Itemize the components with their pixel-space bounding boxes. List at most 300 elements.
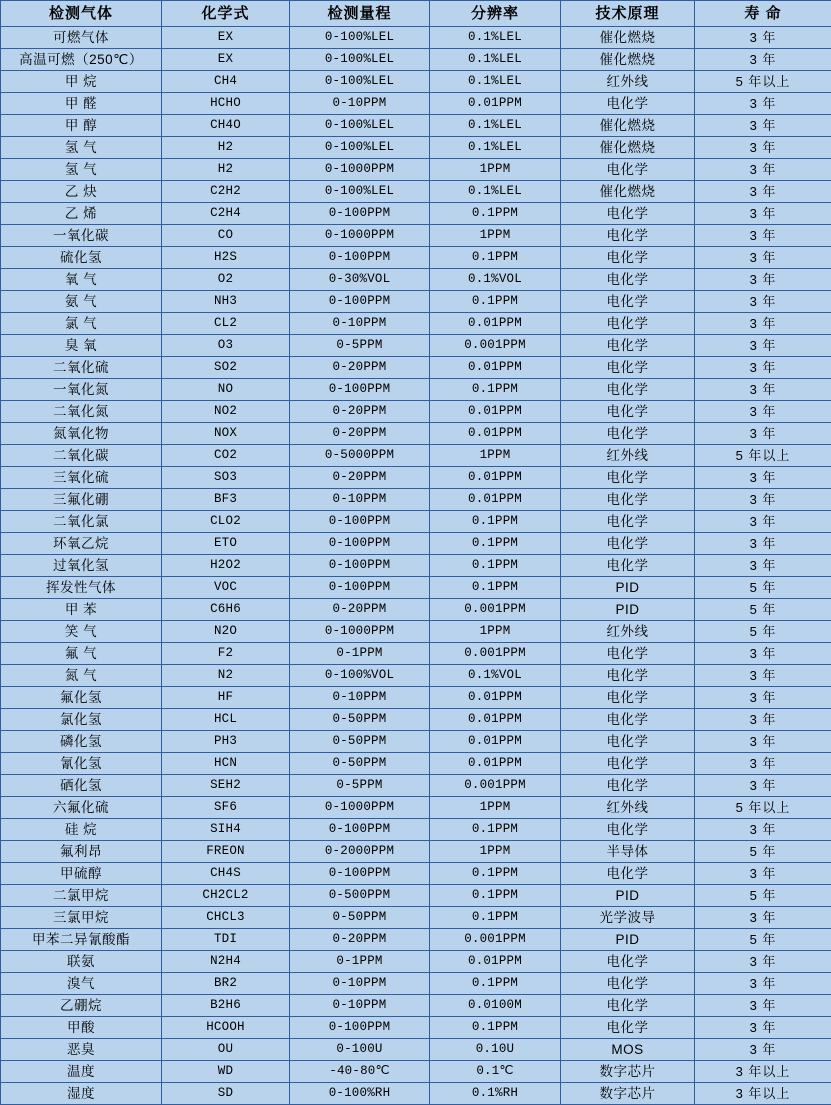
- cell-resolution: 1PPM: [430, 621, 561, 643]
- cell-gas: 溴气: [1, 973, 162, 995]
- cell-lifetime: 3 年: [695, 643, 831, 665]
- cell-lifetime: 3 年: [695, 159, 831, 181]
- table-row: [1, 445, 831, 467]
- cell-formula: SEH2: [162, 775, 290, 797]
- cell-range: 0-100PPM: [290, 819, 430, 841]
- cell-range: 0-100%LEL: [290, 49, 430, 71]
- cell-formula: EX: [162, 27, 290, 49]
- cell-range: 0-50PPM: [290, 753, 430, 775]
- cell-range: 0-5000PPM: [290, 445, 430, 467]
- cell-formula: SIH4: [162, 819, 290, 841]
- cell-principle: 电化学: [561, 489, 695, 511]
- cell-resolution: 0.1PPM: [430, 863, 561, 885]
- table-row: [1, 269, 831, 291]
- table-row: [1, 159, 831, 181]
- cell-range: 0-100%LEL: [290, 27, 430, 49]
- cell-lifetime: 3 年: [695, 863, 831, 885]
- cell-formula: CH4: [162, 71, 290, 93]
- cell-lifetime: 3 年: [695, 115, 831, 137]
- table-row: [1, 797, 831, 819]
- cell-formula: NOX: [162, 423, 290, 445]
- cell-lifetime: 3 年: [695, 907, 831, 929]
- cell-lifetime: 3 年: [695, 1039, 831, 1061]
- cell-principle: 光学波导: [561, 907, 695, 929]
- cell-range: 0-100%RH: [290, 1083, 430, 1105]
- table-row: [1, 467, 831, 489]
- cell-formula: C6H6: [162, 599, 290, 621]
- cell-principle: PID: [561, 929, 695, 951]
- cell-principle: 红外线: [561, 621, 695, 643]
- cell-gas: 氢 气: [1, 159, 162, 181]
- cell-gas: 乙 烯: [1, 203, 162, 225]
- cell-principle: 电化学: [561, 555, 695, 577]
- cell-principle: 半导体: [561, 841, 695, 863]
- cell-resolution: 1PPM: [430, 159, 561, 181]
- cell-resolution: 0.01PPM: [430, 313, 561, 335]
- cell-principle: 电化学: [561, 93, 695, 115]
- cell-gas: 氨 气: [1, 291, 162, 313]
- cell-principle: 数字芯片: [561, 1061, 695, 1083]
- cell-lifetime: 3 年: [695, 225, 831, 247]
- cell-resolution: 1PPM: [430, 841, 561, 863]
- cell-lifetime: 3 年: [695, 511, 831, 533]
- cell-range: 0-50PPM: [290, 907, 430, 929]
- cell-range: 0-1000PPM: [290, 159, 430, 181]
- cell-principle: PID: [561, 885, 695, 907]
- cell-range: 0-20PPM: [290, 423, 430, 445]
- cell-formula: BF3: [162, 489, 290, 511]
- cell-formula: CO: [162, 225, 290, 247]
- table-row: [1, 995, 831, 1017]
- cell-gas: 氢 气: [1, 137, 162, 159]
- cell-principle: 电化学: [561, 401, 695, 423]
- cell-formula: HCOOH: [162, 1017, 290, 1039]
- cell-formula: N2O: [162, 621, 290, 643]
- cell-formula: NO2: [162, 401, 290, 423]
- cell-lifetime: 5 年: [695, 885, 831, 907]
- cell-formula: C2H4: [162, 203, 290, 225]
- cell-formula: H2O2: [162, 555, 290, 577]
- cell-gas: 磷化氢: [1, 731, 162, 753]
- cell-principle: 催化燃烧: [561, 115, 695, 137]
- cell-gas: 湿度: [1, 1083, 162, 1105]
- cell-resolution: 0.1PPM: [430, 511, 561, 533]
- cell-gas: 二氧化氮: [1, 401, 162, 423]
- cell-range: 0-100PPM: [290, 555, 430, 577]
- cell-lifetime: 3 年: [695, 731, 831, 753]
- cell-formula: BR2: [162, 973, 290, 995]
- table-row: [1, 511, 831, 533]
- cell-gas: 氟化氢: [1, 687, 162, 709]
- cell-formula: CH4O: [162, 115, 290, 137]
- cell-gas: 联氨: [1, 951, 162, 973]
- cell-resolution: 0.1PPM: [430, 885, 561, 907]
- cell-formula: N2H4: [162, 951, 290, 973]
- table-row: [1, 137, 831, 159]
- cell-gas: 一氧化碳: [1, 225, 162, 247]
- cell-resolution: 0.01PPM: [430, 357, 561, 379]
- cell-range: 0-1000PPM: [290, 797, 430, 819]
- cell-gas: 氰化氢: [1, 753, 162, 775]
- cell-range: 0-100%LEL: [290, 137, 430, 159]
- cell-resolution: 0.1PPM: [430, 533, 561, 555]
- cell-principle: 电化学: [561, 511, 695, 533]
- cell-resolution: 0.1%VOL: [430, 665, 561, 687]
- cell-gas: 二氧化碳: [1, 445, 162, 467]
- cell-range: 0-5PPM: [290, 775, 430, 797]
- cell-lifetime: 3 年: [695, 247, 831, 269]
- cell-gas: 挥发性气体: [1, 577, 162, 599]
- table-row: [1, 335, 831, 357]
- cell-resolution: 0.001PPM: [430, 599, 561, 621]
- cell-range: 0-100%LEL: [290, 71, 430, 93]
- cell-resolution: 0.1PPM: [430, 203, 561, 225]
- cell-principle: 电化学: [561, 665, 695, 687]
- cell-range: 0-10PPM: [290, 973, 430, 995]
- cell-principle: 电化学: [561, 731, 695, 753]
- cell-principle: 电化学: [561, 775, 695, 797]
- cell-principle: 红外线: [561, 445, 695, 467]
- cell-formula: B2H6: [162, 995, 290, 1017]
- table-row: [1, 775, 831, 797]
- cell-formula: PH3: [162, 731, 290, 753]
- cell-gas: 三氯甲烷: [1, 907, 162, 929]
- cell-gas: 三氟化硼: [1, 489, 162, 511]
- column-header-gas: 检测气体: [1, 1, 162, 27]
- cell-resolution: 1PPM: [430, 225, 561, 247]
- cell-formula: TDI: [162, 929, 290, 951]
- cell-range: 0-100PPM: [290, 203, 430, 225]
- cell-principle: 电化学: [561, 313, 695, 335]
- cell-principle: 电化学: [561, 819, 695, 841]
- table-body: [1, 27, 831, 1105]
- cell-resolution: 0.1%LEL: [430, 49, 561, 71]
- cell-range: 0-100PPM: [290, 247, 430, 269]
- cell-formula: H2: [162, 137, 290, 159]
- cell-gas: 甲酸: [1, 1017, 162, 1039]
- cell-range: 0-100PPM: [290, 533, 430, 555]
- cell-resolution: 0.001PPM: [430, 643, 561, 665]
- cell-formula: N2: [162, 665, 290, 687]
- cell-resolution: 0.1PPM: [430, 291, 561, 313]
- cell-formula: SO2: [162, 357, 290, 379]
- cell-principle: 数字芯片: [561, 1083, 695, 1105]
- cell-range: 0-100PPM: [290, 511, 430, 533]
- cell-lifetime: 3 年: [695, 687, 831, 709]
- cell-resolution: 0.1%VOL: [430, 269, 561, 291]
- cell-gas: 笑 气: [1, 621, 162, 643]
- table-row: [1, 951, 831, 973]
- cell-principle: 催化燃烧: [561, 49, 695, 71]
- cell-range: 0-30%VOL: [290, 269, 430, 291]
- cell-lifetime: 3 年: [695, 181, 831, 203]
- cell-gas: 甲苯二异氰酸酯: [1, 929, 162, 951]
- cell-range: 0-10PPM: [290, 995, 430, 1017]
- cell-resolution: 0.01PPM: [430, 687, 561, 709]
- cell-principle: 电化学: [561, 467, 695, 489]
- cell-principle: 红外线: [561, 797, 695, 819]
- table-row: [1, 841, 831, 863]
- table-row: [1, 599, 831, 621]
- cell-principle: 电化学: [561, 247, 695, 269]
- cell-formula: HCL: [162, 709, 290, 731]
- table-row: [1, 577, 831, 599]
- cell-range: 0-10PPM: [290, 489, 430, 511]
- cell-gas: 硒化氢: [1, 775, 162, 797]
- table-row: [1, 401, 831, 423]
- cell-resolution: 0.01PPM: [430, 423, 561, 445]
- cell-range: 0-100PPM: [290, 577, 430, 599]
- cell-lifetime: 3 年: [695, 775, 831, 797]
- table-row: [1, 225, 831, 247]
- cell-formula: HF: [162, 687, 290, 709]
- cell-resolution: 0.0100M: [430, 995, 561, 1017]
- cell-resolution: 0.01PPM: [430, 489, 561, 511]
- cell-range: 0-1000PPM: [290, 225, 430, 247]
- cell-principle: 催化燃烧: [561, 27, 695, 49]
- cell-gas: 可燃气体: [1, 27, 162, 49]
- cell-principle: 电化学: [561, 863, 695, 885]
- cell-principle: 电化学: [561, 159, 695, 181]
- cell-gas: 二氯甲烷: [1, 885, 162, 907]
- cell-gas: 甲 醇: [1, 115, 162, 137]
- table-row: [1, 203, 831, 225]
- table-row: [1, 71, 831, 93]
- cell-lifetime: 3 年: [695, 291, 831, 313]
- cell-principle: 电化学: [561, 357, 695, 379]
- cell-principle: 电化学: [561, 973, 695, 995]
- cell-lifetime: 3 年以上: [695, 1061, 831, 1083]
- cell-gas: 乙 炔: [1, 181, 162, 203]
- cell-range: 0-500PPM: [290, 885, 430, 907]
- cell-principle: 催化燃烧: [561, 181, 695, 203]
- cell-range: 0-2000PPM: [290, 841, 430, 863]
- cell-formula: CL2: [162, 313, 290, 335]
- cell-gas: 氯化氢: [1, 709, 162, 731]
- cell-resolution: 0.01PPM: [430, 467, 561, 489]
- cell-formula: SD: [162, 1083, 290, 1105]
- cell-range: 0-50PPM: [290, 709, 430, 731]
- cell-resolution: 0.1%LEL: [430, 137, 561, 159]
- cell-lifetime: 5 年以上: [695, 71, 831, 93]
- table-row: [1, 1017, 831, 1039]
- cell-range: 0-20PPM: [290, 357, 430, 379]
- cell-formula: H2S: [162, 247, 290, 269]
- table-row: [1, 291, 831, 313]
- table-row: [1, 819, 831, 841]
- cell-lifetime: 3 年: [695, 401, 831, 423]
- table-row: [1, 247, 831, 269]
- cell-formula: EX: [162, 49, 290, 71]
- table-row: [1, 621, 831, 643]
- table-row: [1, 379, 831, 401]
- cell-lifetime: 5 年: [695, 577, 831, 599]
- cell-resolution: 0.01PPM: [430, 951, 561, 973]
- cell-gas: 氮 气: [1, 665, 162, 687]
- cell-formula: CH4S: [162, 863, 290, 885]
- cell-range: 0-100%VOL: [290, 665, 430, 687]
- cell-formula: VOC: [162, 577, 290, 599]
- cell-lifetime: 3 年: [695, 951, 831, 973]
- cell-resolution: 0.1%LEL: [430, 71, 561, 93]
- column-header-range: 检测量程: [290, 1, 430, 27]
- cell-principle: 电化学: [561, 225, 695, 247]
- cell-lifetime: 5 年以上: [695, 445, 831, 467]
- cell-resolution: 0.01PPM: [430, 709, 561, 731]
- table-row: [1, 423, 831, 445]
- cell-resolution: 0.1℃: [430, 1061, 561, 1083]
- cell-gas: 臭 氧: [1, 335, 162, 357]
- cell-principle: 电化学: [561, 643, 695, 665]
- cell-gas: 氟 气: [1, 643, 162, 665]
- cell-resolution: 0.1PPM: [430, 555, 561, 577]
- cell-gas: 甲 烷: [1, 71, 162, 93]
- cell-range: 0-100PPM: [290, 379, 430, 401]
- table-row: [1, 731, 831, 753]
- cell-lifetime: 3 年: [695, 533, 831, 555]
- cell-principle: 电化学: [561, 379, 695, 401]
- cell-resolution: 0.10U: [430, 1039, 561, 1061]
- cell-resolution: 0.01PPM: [430, 93, 561, 115]
- cell-gas: 二氧化硫: [1, 357, 162, 379]
- cell-resolution: 0.1PPM: [430, 577, 561, 599]
- cell-range: 0-100%LEL: [290, 181, 430, 203]
- cell-gas: 硫化氢: [1, 247, 162, 269]
- cell-formula: HCN: [162, 753, 290, 775]
- cell-range: -40-80℃: [290, 1061, 430, 1083]
- cell-gas: 氯 气: [1, 313, 162, 335]
- column-header-formula: 化学式: [162, 1, 290, 27]
- cell-principle: 电化学: [561, 291, 695, 313]
- cell-lifetime: 3 年: [695, 269, 831, 291]
- cell-formula: SF6: [162, 797, 290, 819]
- cell-formula: O2: [162, 269, 290, 291]
- cell-lifetime: 3 年: [695, 93, 831, 115]
- table-row: [1, 49, 831, 71]
- cell-formula: WD: [162, 1061, 290, 1083]
- cell-range: 0-10PPM: [290, 313, 430, 335]
- cell-range: 0-100PPM: [290, 291, 430, 313]
- cell-resolution: 1PPM: [430, 445, 561, 467]
- cell-resolution: 0.001PPM: [430, 929, 561, 951]
- cell-range: 0-5PPM: [290, 335, 430, 357]
- cell-resolution: 0.1PPM: [430, 1017, 561, 1039]
- cell-resolution: 0.001PPM: [430, 335, 561, 357]
- table-row: [1, 687, 831, 709]
- cell-range: 0-20PPM: [290, 467, 430, 489]
- cell-lifetime: 3 年: [695, 555, 831, 577]
- cell-resolution: 0.1PPM: [430, 973, 561, 995]
- cell-resolution: 0.1%LEL: [430, 27, 561, 49]
- table-row: [1, 863, 831, 885]
- cell-principle: 电化学: [561, 533, 695, 555]
- cell-resolution: 0.1%LEL: [430, 181, 561, 203]
- cell-principle: PID: [561, 577, 695, 599]
- cell-lifetime: 3 年: [695, 357, 831, 379]
- cell-principle: 电化学: [561, 995, 695, 1017]
- cell-lifetime: 3 年: [695, 709, 831, 731]
- cell-resolution: 0.1PPM: [430, 247, 561, 269]
- cell-resolution: 0.01PPM: [430, 731, 561, 753]
- cell-resolution: 0.1PPM: [430, 379, 561, 401]
- cell-principle: 电化学: [561, 753, 695, 775]
- table-row: [1, 1061, 831, 1083]
- cell-lifetime: 3 年以上: [695, 1083, 831, 1105]
- cell-lifetime: 5 年以上: [695, 797, 831, 819]
- table-row: [1, 1039, 831, 1061]
- cell-resolution: 0.01PPM: [430, 753, 561, 775]
- cell-principle: PID: [561, 599, 695, 621]
- cell-lifetime: 3 年: [695, 973, 831, 995]
- cell-resolution: 0.1%LEL: [430, 115, 561, 137]
- cell-gas: 高温可燃（250℃）: [1, 49, 162, 71]
- cell-formula: C2H2: [162, 181, 290, 203]
- cell-lifetime: 3 年: [695, 467, 831, 489]
- cell-range: 0-100%LEL: [290, 115, 430, 137]
- cell-gas: 过氧化氢: [1, 555, 162, 577]
- cell-lifetime: 3 年: [695, 49, 831, 71]
- cell-formula: OU: [162, 1039, 290, 1061]
- table-row: [1, 489, 831, 511]
- cell-gas: 三氧化硫: [1, 467, 162, 489]
- table-row: [1, 885, 831, 907]
- cell-range: 0-10PPM: [290, 93, 430, 115]
- table-row: [1, 1083, 831, 1105]
- cell-range: 0-100PPM: [290, 863, 430, 885]
- cell-resolution: 0.1%RH: [430, 1083, 561, 1105]
- cell-lifetime: 3 年: [695, 819, 831, 841]
- cell-principle: 电化学: [561, 269, 695, 291]
- cell-range: 0-20PPM: [290, 599, 430, 621]
- cell-gas: 氟利昂: [1, 841, 162, 863]
- table-row: [1, 973, 831, 995]
- cell-formula: ETO: [162, 533, 290, 555]
- cell-gas: 甲硫醇: [1, 863, 162, 885]
- cell-principle: 电化学: [561, 1017, 695, 1039]
- cell-lifetime: 3 年: [695, 665, 831, 687]
- cell-lifetime: 3 年: [695, 379, 831, 401]
- cell-resolution: 1PPM: [430, 797, 561, 819]
- cell-principle: 电化学: [561, 335, 695, 357]
- cell-lifetime: 3 年: [695, 423, 831, 445]
- cell-range: 0-1PPM: [290, 951, 430, 973]
- cell-gas: 二氧化氯: [1, 511, 162, 533]
- table-row: [1, 907, 831, 929]
- cell-formula: FREON: [162, 841, 290, 863]
- table-row: [1, 313, 831, 335]
- cell-resolution: 0.1PPM: [430, 907, 561, 929]
- table-row: [1, 181, 831, 203]
- column-header-resolution: 分辨率: [430, 1, 561, 27]
- cell-principle: 电化学: [561, 951, 695, 973]
- cell-formula: SO3: [162, 467, 290, 489]
- cell-range: 0-100PPM: [290, 1017, 430, 1039]
- cell-range: 0-1PPM: [290, 643, 430, 665]
- cell-lifetime: 3 年: [695, 995, 831, 1017]
- cell-range: 0-20PPM: [290, 401, 430, 423]
- table-row: [1, 357, 831, 379]
- cell-gas: 环氧乙烷: [1, 533, 162, 555]
- cell-lifetime: 5 年: [695, 621, 831, 643]
- cell-formula: CHCL3: [162, 907, 290, 929]
- cell-lifetime: 3 年: [695, 203, 831, 225]
- cell-resolution: 0.1PPM: [430, 819, 561, 841]
- table-row: [1, 115, 831, 137]
- cell-lifetime: 3 年: [695, 137, 831, 159]
- cell-resolution: 0.001PPM: [430, 775, 561, 797]
- cell-gas: 温度: [1, 1061, 162, 1083]
- cell-range: 0-1000PPM: [290, 621, 430, 643]
